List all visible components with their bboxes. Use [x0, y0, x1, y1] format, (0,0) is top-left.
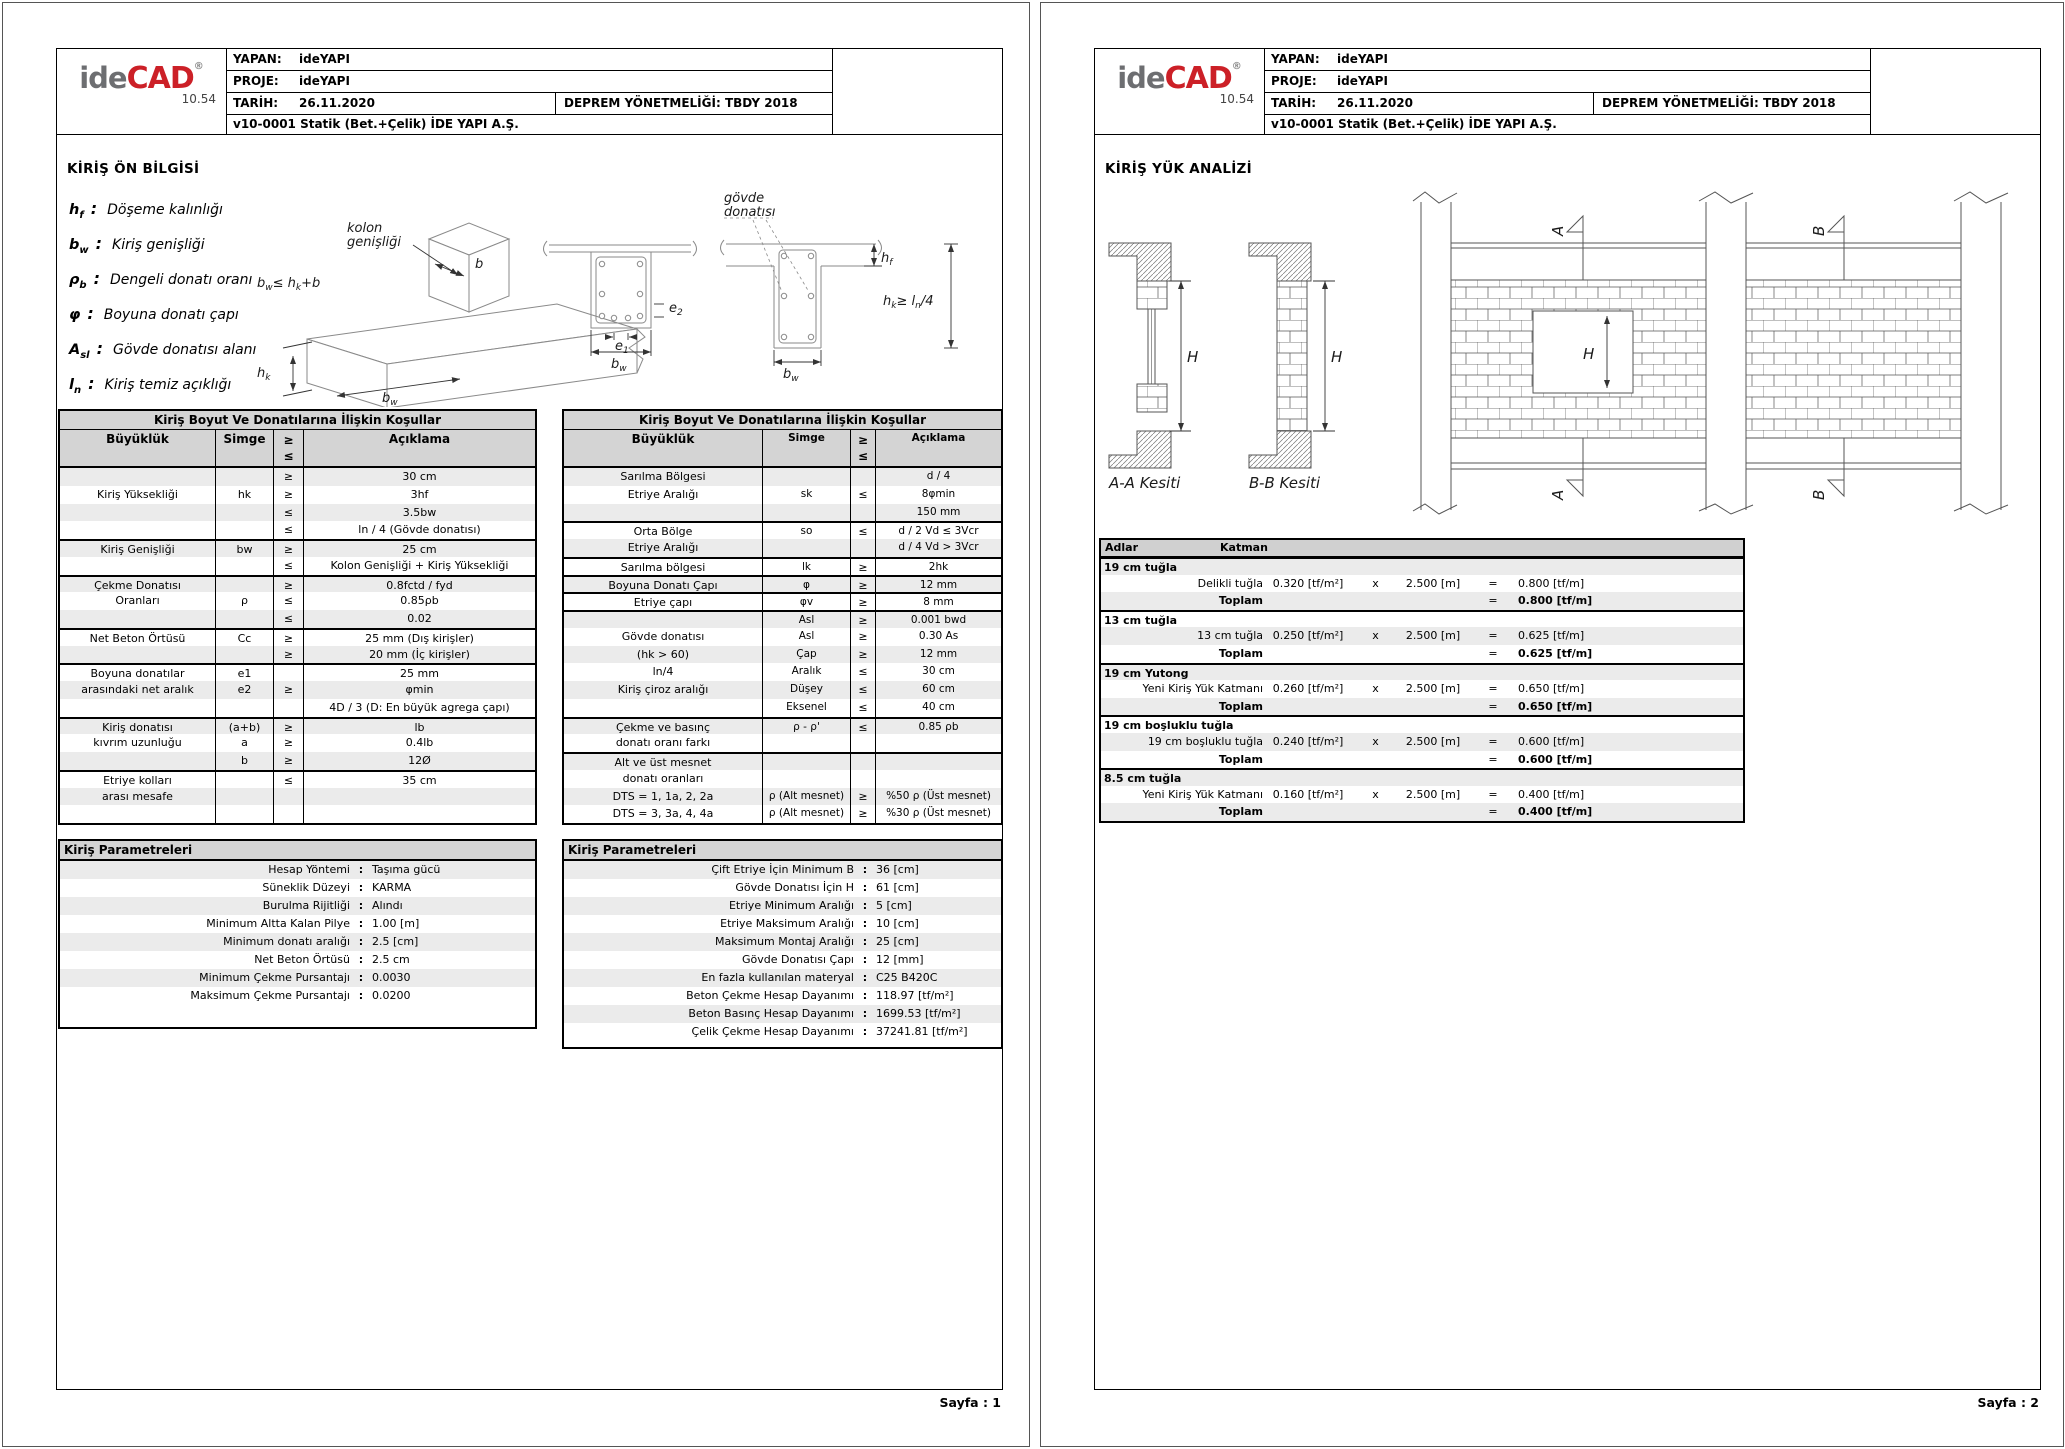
param-row: Çift Etriye İçin Minimum B : 36 [cm] [564, 861, 1001, 879]
deprem-yonetmeligi: DEPREM YÖNETMELİĞİ: TBDY 2018 [555, 93, 831, 114]
e1-label: $e_1$ [615, 339, 629, 356]
table-row: Gövde donatısı Asl ≥ 0.30 As [564, 628, 1001, 646]
page-1 [2, 2, 1030, 1447]
table-row: donatı oranları [564, 770, 1001, 788]
table-row: ≤ ln / 4 (Gövde donatısı) [60, 521, 535, 539]
logo-version: 10.54 [1219, 92, 1254, 106]
table-row: ln/4 Aralık ≤ 30 cm [564, 663, 1001, 681]
table-row: Etriye çapı φv ≥ 8 mm [564, 592, 1001, 610]
param-row: Çelik Çekme Hesap Dayanımı : 37241.81 [tf/m²] [691, 1025, 968, 1038]
registered-mark-icon: ® [193, 61, 204, 72]
param-row: Gövde Donatısı İçin H : 61 [cm] [735, 881, 919, 894]
table-row: Eksenel ≤ 40 cm [564, 699, 1001, 717]
table-row: Etriye Aralığı sk ≤ 8φmin [564, 486, 1001, 504]
load-row: Toplam = 0.800 [tf/m] [1101, 592, 1743, 610]
kolon-genisligi-label: kolon [347, 221, 383, 236]
tbeam-section-diagram [721, 218, 882, 348]
header-row-tarih: TARİH: 26.11.2020 DEPREM YÖNETMELİĞİ: TBDY 2018 [227, 93, 832, 115]
param-row: Minimum Çekme Pursantajı : 0.0030 [60, 969, 535, 987]
tarih-value: 26.11.2020 [1337, 96, 1413, 110]
table-title: Kiriş Boyut Ve Donatılarına İlişkin Koşullar [564, 411, 1001, 430]
page2-content-frame [1094, 48, 2041, 1390]
e2-label: $e_2$ [669, 301, 683, 318]
load-row: 19 cm tuğla [1101, 557, 1743, 575]
param-table-1 [58, 839, 537, 1029]
section-a-label: A [1549, 489, 1567, 500]
table-row: DTS = 1, 1a, 2, 2a ρ (Alt mesnet) ≥ %50 ρ (Üst mesnet) [564, 788, 1001, 806]
load-row: Toplam = 0.600 [tf/m] [1218, 752, 1593, 766]
param-row: Maksimum Çekme Pursantajı : 0.0200 [190, 989, 411, 1002]
table-row: Oranları ρ ≤ 0.85ρb [60, 592, 535, 610]
table-header: Büyüklük Simge ≥ ≤ Açıklama [564, 430, 1001, 468]
table-row: 150 mm [564, 504, 1001, 522]
bw-label: $b_w$ [382, 391, 398, 407]
page2-footer: Sayfa : 2 [1977, 1395, 2039, 1410]
table-title: Kiriş Parametreleri [564, 841, 1001, 861]
param-row: Hesap Yöntemi : Taşıma gücü [60, 861, 535, 879]
table-row: ≤ 0.02 [60, 610, 535, 628]
load-row: Toplam = 0.400 [tf/m] [1101, 803, 1743, 821]
table-row: arasındaki net aralık e2 ≥ φmin [60, 681, 535, 699]
wall-elevation-diagram [1413, 192, 2008, 514]
kosullar-table-2 [562, 409, 1003, 825]
load-row: 19 cm boşluklu tuğla [1101, 715, 1743, 733]
table-row: ≥ 30 cm [60, 468, 535, 486]
bb-section-diagram [1249, 243, 1311, 468]
load-row: Toplam = 0.650 [tf/m] [1101, 698, 1743, 716]
table-row: ≤ 3.5bw [60, 504, 535, 522]
tarih-value: 26.11.2020 [299, 96, 375, 110]
version-line: v10-0001 Statik (Bet.+Çelik) İDE YAPI A.Ş. [1271, 117, 1557, 131]
govde-donatisi-label: gövde [724, 191, 765, 206]
param-row: Minimum donatı aralığı : 2.5 [cm] [60, 933, 535, 951]
registered-mark-icon: ® [1231, 61, 1242, 72]
load-row: Yeni Kiriş Yük Katmanı 0.260 [tf/m²] x 2.500 [m] = 0.650 [tf/m] [1142, 682, 1585, 696]
load-row: Yeni Kiriş Yük Katmanı 0.160 [tf/m²] x 2.500 [m] = 0.400 [tf/m] [1142, 787, 1585, 801]
param-row: Süneklik Düzeyi : KARMA [262, 881, 412, 894]
page1-content-frame [56, 48, 1003, 1390]
param-table-2 [562, 839, 1003, 1049]
table-row: Etriye Aralığı d / 4 Vd > 3Vcr [564, 539, 1001, 557]
header-row-yapan: YAPAN: ideYAPI [227, 49, 832, 71]
aa-section-diagram [1109, 243, 1171, 468]
yapan-value: ideYAPI [1337, 52, 1388, 66]
load-row: 8.5 cm tuğla [1101, 768, 1743, 786]
header-empty-cell [1870, 49, 2041, 134]
load-row: 19 cm boşluklu tuğla 0.240 [tf/m²] x 2.500 [m] = 0.600 [tf/m] [1101, 733, 1743, 751]
deprem-yonetmeligi: DEPREM YÖNETMELİĞİ: TBDY 2018 [1593, 93, 1869, 114]
logo-text-cad: CAD [126, 61, 194, 96]
table-row: (hk > 60) Çap ≥ 12 mm [564, 646, 1001, 664]
page-title: KİRİŞ YÜK ANALİZİ [1105, 161, 1252, 177]
table-row: Boyuna Donatı Çapı φ ≥ 12 mm [564, 575, 1001, 593]
table-row: Kiriş Yüksekliği hk ≥ 3hf [60, 486, 535, 504]
kosullar-table-1 [58, 409, 537, 825]
b-label: b [475, 257, 484, 272]
header-row-tarih: TARİH: 26.11.2020 DEPREM YÖNETMELİĞİ: TBDY 2018 [1265, 93, 1870, 115]
page-title: KİRİŞ ÖN BİLGİSİ [67, 161, 200, 177]
aa-kesiti-label: A-A Kesiti [1109, 474, 1181, 492]
hf-label: $h_f$ [881, 251, 893, 268]
table-row: 4D / 3 (D: En büyük agrega çapı) [60, 699, 535, 717]
definition-bw: $b_w$ : Kiriş genişliği [69, 234, 205, 256]
logo-text-cad: CAD [1164, 61, 1232, 96]
load-analysis-diagrams [1103, 144, 2033, 534]
h-dimension-label: H [1187, 348, 1199, 366]
load-row: 13 cm tuğla 0.250 [tf/m²] x 2.500 [m] = 0.625 [tf/m] [1101, 627, 1743, 645]
definition-hf: $h_f$ : Döşeme kalınlığı [69, 199, 223, 221]
bw-label-2: $b_w$ [611, 357, 627, 374]
table-row: arası mesafe [60, 788, 535, 806]
table-title: Kiriş Boyut Ve Donatılarına İlişkin Koşullar [60, 411, 535, 430]
table-row: kıvrım uzunluğu a ≥ 0.4lb [60, 734, 535, 752]
logo-text-ide: ide [79, 61, 127, 95]
hk-ln4-label: $h_k\ge l_n/4$ [883, 294, 934, 311]
param-row: Etriye Maksimum Aralığı : 10 [cm] [720, 917, 919, 930]
section-b-label: B [1810, 225, 1828, 236]
table-row: Kiriş Genişliği bw ≥ 25 cm [60, 539, 535, 557]
yapan-value: ideYAPI [299, 52, 350, 66]
load-row: Toplam = 0.625 [tf/m] [1218, 646, 1593, 660]
table-row: Alt ve üst mesnet [564, 752, 1001, 770]
definition-phi: φ : Boyuna donatı çapı [69, 304, 239, 323]
table-header: Büyüklük Simge ≥ ≤ Açıklama [60, 430, 535, 468]
table-row: Boyuna donatılar e1 25 mm [60, 663, 535, 681]
param-row: Maksimum Montaj Aralığı : 25 [cm] [564, 933, 1001, 951]
table-row: DTS = 3, 3a, 4, 4a ρ (Alt mesnet) ≥ %30 ρ (Üst mesnet) [564, 805, 1001, 823]
idecad-logo [57, 49, 227, 134]
page-2 [1040, 2, 2064, 1447]
h-dimension-label: H [1583, 345, 1595, 363]
proje-value: ideYAPI [1337, 74, 1388, 88]
table-title: Kiriş Parametreleri [60, 841, 535, 861]
table-row: b ≥ 12Ø [60, 752, 535, 770]
param-row: En fazla kullanılan materyal : C25 B420C [564, 969, 1001, 987]
table-row: Sarılma Bölgesi d / 4 [564, 468, 1001, 486]
header-row-yapan: YAPAN: ideYAPI [1265, 49, 1870, 71]
param-row: Beton Basınç Hesap Dayanımı : 1699.53 [tf/m²] [564, 1005, 1001, 1023]
section-a-label: A [1549, 225, 1567, 236]
svg-text:donatısı: donatısı [724, 205, 776, 220]
report-header [1095, 49, 2040, 135]
param-row: Etriye Minimum Aralığı : 5 [cm] [564, 897, 1001, 915]
header-row-proje: PROJE: ideYAPI [227, 71, 832, 93]
definition-rho-b: $\rho_b$ : Dengeli donatı oranı [69, 269, 253, 291]
bb-kesiti-label: B-B Kesiti [1249, 474, 1321, 492]
table-row: Çekme ve basınç ρ - ρ' ≤ 0.85 ρb [564, 717, 1001, 735]
idecad-logo [1095, 49, 1265, 134]
bw-label-3: $b_w$ [783, 367, 799, 384]
version-line: v10-0001 Statik (Bet.+Çelik) İDE YAPI A.Ş. [233, 117, 519, 131]
proje-value: ideYAPI [299, 74, 350, 88]
report-header [57, 49, 1002, 135]
load-row: 13 cm tuğla [1101, 610, 1743, 628]
load-row: Delikli tuğla 0.320 [tf/m²] x 2.500 [m] = 0.800 [tf/m] [1197, 576, 1585, 590]
table-row: Asl ≥ 0.001 bwd [564, 610, 1001, 628]
param-row: Beton Çekme Hesap Dayanımı : 118.97 [tf/m²] [686, 989, 954, 1002]
load-row: 19 cm Yutong [1101, 663, 1743, 681]
svg-text:genişliği: genişliği [347, 235, 401, 250]
bw-formula: $b_w\le h_k+b$ [257, 276, 321, 293]
table-row [60, 805, 535, 823]
table-row: donatı oranı farkı [564, 734, 1001, 752]
header-row-proje: PROJE: ideYAPI [1265, 71, 1870, 93]
param-row: Burulma Rijitliği : Alındı [60, 897, 535, 915]
table-row: Kiriş donatısı (a+b) ≥ lb [60, 717, 535, 735]
header-row-version [1265, 115, 1870, 134]
table-row: Net Beton Örtüsü Cc ≥ 25 mm (Dış kirişler) [60, 628, 535, 646]
header-row-version [227, 115, 832, 134]
table-row: ≤ Kolon Genişliği + Kiriş Yüksekliği [60, 557, 535, 575]
logo-text-ide: ide [1117, 61, 1165, 95]
table-row: ≥ 20 mm (İç kirişler) [60, 646, 535, 664]
section-b-label: B [1810, 489, 1828, 500]
table-row: Orta Bölge so ≤ d / 2 Vd ≤ 3Vcr [564, 521, 1001, 539]
definition-ln: $l_n$ : Kiriş temiz açıklığı [69, 374, 232, 396]
definition-asl: $A_{sl}$ : Gövde donatısı alanı [69, 339, 257, 361]
hk-label: $h_k$ [257, 366, 271, 383]
h-dimension-label: H [1331, 348, 1343, 366]
param-row: Gövde Donatısı Çapı : 12 [mm] [741, 953, 924, 966]
table-row: Kiriş çiroz aralığı Düşey ≤ 60 cm [564, 681, 1001, 699]
param-row: Net Beton Örtüsü : 2.5 cm [254, 953, 410, 966]
beam-diagrams [217, 144, 1002, 407]
load-analysis-table [1099, 538, 1745, 823]
param-row: Minimum Altta Kalan Pilye : 1.00 [m] [206, 917, 420, 930]
header-empty-cell [832, 49, 1003, 134]
page1-footer: Sayfa : 1 [939, 1395, 1001, 1410]
table-row: Sarılma bölgesi lk ≥ 2hk [564, 557, 1001, 575]
table-header: Adlar Katman [1101, 540, 1743, 557]
table-row: Çekme Donatısı ≥ 0.8fctd / fyd [60, 575, 535, 593]
table-row: Etriye kolları ≤ 35 cm [60, 770, 535, 788]
beam-3d-diagram [307, 223, 645, 407]
logo-version: 10.54 [181, 92, 216, 106]
